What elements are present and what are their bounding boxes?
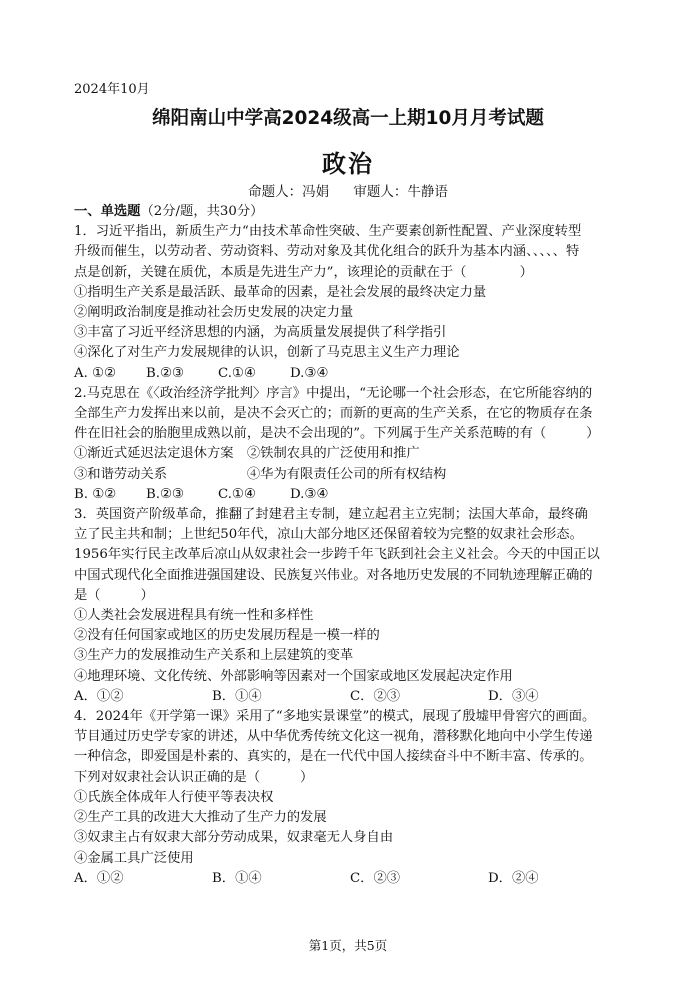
question-reviewer: 审题人：牛静语 [353, 184, 448, 200]
question-stem-line: 下列对奴隶社会认识正确的是（ ） [74, 769, 314, 785]
option-a: A. ①② [74, 365, 116, 381]
answer-options [74, 869, 626, 889]
answer-options [74, 687, 626, 707]
option-a: A．①② [74, 688, 124, 704]
question-stem-line: 3．英国资产阶级革命，推翻了封建君主专制，建立起君主立宪制；法国大革命，最终确 [74, 507, 588, 523]
statement-item: ②没有任何国家或地区的历史发展历程是一模一样的 [74, 628, 380, 644]
section-note: （2分/题，共30分） [140, 204, 264, 219]
question-stem-line: 1956年实行民主改革后凉山从奴隶社会一步跨千年飞跃到社会主义社会。今天的中国正以 [74, 547, 600, 563]
exam-authors [0, 180, 696, 200]
statement-item: ①人类社会发展进程具有统一性和多样性 [74, 608, 314, 624]
question-stem-line: 1．习近平指出，新质生产力“由技术革命性突破、生产要素创新性配置、产业深度转型 [74, 224, 582, 240]
question-stem-line: 节目通过历史学专家的讲述，从中华优秀传统文化这一视角，潜移默化地向中小学生传递 [74, 729, 593, 745]
option-a: B. ①② [74, 486, 117, 502]
option-d: D.③④ [290, 365, 329, 381]
question-1 [74, 222, 626, 384]
question-stem-line: 件在旧社会的胎胞里成熟以前，是决不会出现的”。下列属于生产关系范畴的有（ ） [74, 426, 600, 442]
question-stem-line: 是（ ） [74, 587, 154, 603]
statement-item: ②阐明政治制度是推动社会历史发展的决定力量 [74, 305, 354, 321]
statement-item: ②生产工具的改进大大推动了生产力的发展 [74, 810, 327, 826]
option-b: B．①④ [212, 688, 262, 704]
option-d: D．③④ [488, 688, 539, 704]
question-3 [74, 505, 626, 707]
question-setter: 命题人：冯娟 [248, 184, 330, 200]
exam-content [74, 202, 626, 889]
question-stem-line: 中国式现代化全面推进强国建设、民族复兴伟业。对各地历史发展的不同轨迹理解正确的 [74, 567, 593, 583]
option-c: C.①④ [218, 365, 256, 381]
section-title: 一、单选题 [74, 204, 141, 219]
option-a: A．①② [74, 870, 124, 886]
option-b: B.②③ [146, 486, 184, 502]
question-stem-line: 立了民主共和制；上世纪50年代，凉山大部分地区还保留着较为完整的奴隶社会形态。 [74, 527, 583, 543]
statement-item: ③丰富了习近平经济思想的内涵，为高质量发展提供了科学指引 [74, 325, 447, 341]
statement-item: ④深化了对生产力发展规律的认识，创新了马克思主义生产力理论 [74, 345, 460, 361]
question-stem-line: 全部生产力发挥出来以前，是决不会灭亡的；而新的更高的生产关系，在它的物质存在条 [74, 406, 593, 422]
option-b: B.②③ [146, 365, 184, 381]
option-d: D.③④ [290, 486, 329, 502]
option-c: C．②③ [350, 870, 401, 886]
question-stem-line: 点是创新，关键在质优，本质是先进生产力”，该理论的贡献在于（ ） [74, 264, 533, 280]
option-c: C.①④ [218, 486, 256, 502]
question-stem-line: 升级而催生，以劳动者、劳动资料、劳动对象及其优化组合的跃升为基本内涵、、、、、特 [74, 244, 580, 260]
statement-item: ④金属工具广泛使用 [74, 850, 194, 866]
answer-options [74, 485, 626, 505]
question-stem-line: 2.马克思在《〈政治经济学批判〉序言》中提出，“无论哪一个社会形态，在它所能容纳的 [74, 385, 593, 401]
option-d: D．②④ [488, 870, 539, 886]
statement-item: ③奴隶主占有奴隶大部分劳动成果，奴隶毫无人身自由 [74, 830, 394, 846]
statement-item: ③和谐劳动关系 ④华为有限责任公司的所有权结构 [74, 466, 447, 482]
statement-item: ①渐近式延迟法定退休方案 ②铁制农具的广泛使用和推广 [74, 446, 420, 462]
exam-subject: 政治 [322, 150, 374, 178]
question-stem-line: 4．2024年《开学第一课》采用了“多地实景课堂”的模式，展现了殷墟甲骨窖穴的画面。 [74, 709, 596, 725]
exam-date: 2024年10月 [74, 82, 150, 97]
statement-item: ③生产力的发展推动生产关系和上层建筑的变革 [74, 648, 354, 664]
exam-title: 绵阳南山中学高2024级高一上期10月月考试题 [152, 108, 544, 129]
option-b: B．①④ [212, 870, 262, 886]
section-heading [74, 202, 626, 222]
question-4 [74, 707, 626, 889]
answer-options [74, 364, 626, 384]
option-c: C．②③ [350, 688, 401, 704]
statement-item: ①氏族全体成年人行使平等表决权 [74, 789, 274, 805]
page-footer: 第1页，共5页 [308, 938, 388, 953]
statement-item: ④地理环境、文化传统、外部影响等因素对一个国家或地区发展起决定作用 [74, 668, 513, 684]
statement-item: ①指明生产关系是最活跃、最革命的因素，是社会发展的最终决定力量 [74, 284, 487, 300]
question-2 [74, 384, 626, 505]
question-stem-line: 一种信念，即爱国是朴素的、真实的，是在一代代中国人接续奋斗中不断丰富、传承的。 [74, 749, 593, 765]
